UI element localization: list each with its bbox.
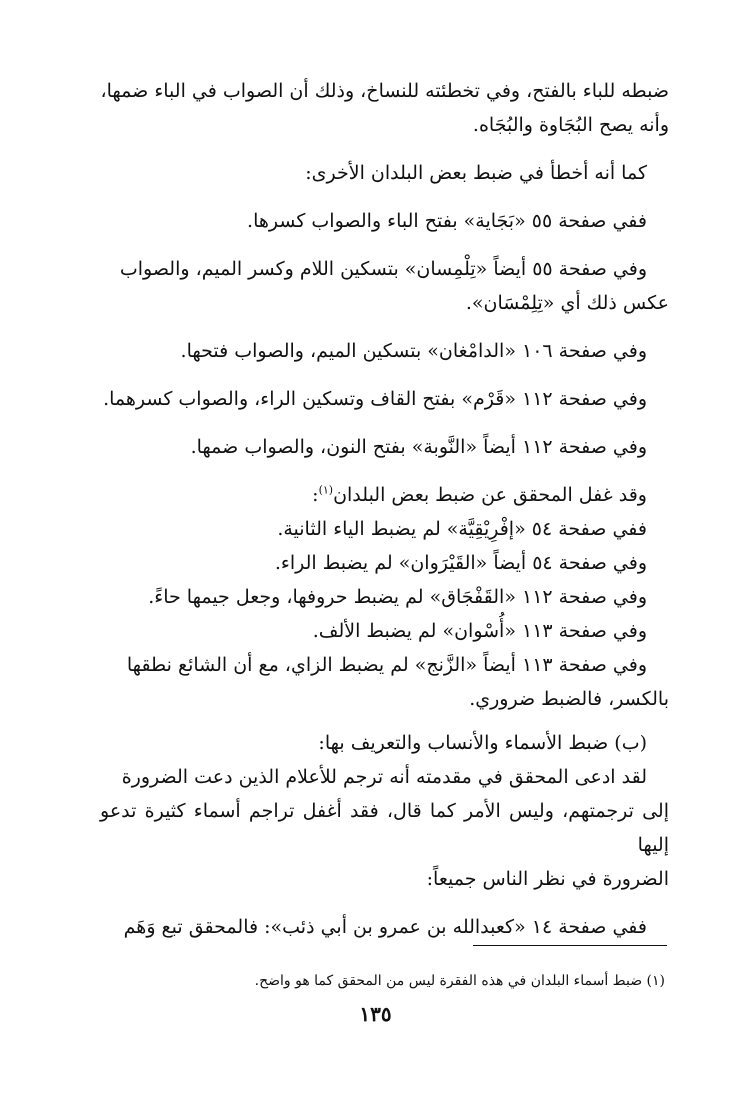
page-number: ١٣٥ (359, 1002, 392, 1026)
section-heading: (ب) ضبط الأسماء والأنساب والتعريف بها: (318, 732, 647, 754)
page-body (100, 74, 669, 944)
paragraph: ففي صفحة ١٤ «كعبدالله بن عمرو بن أبي ذئب»: فالمحقق تبع وَهَم (123, 916, 647, 938)
paragraph: ففي صفحة ٥٥ «بَجَاية» بفتح الباء والصواب كسرها. (247, 210, 647, 232)
paragraph-line: إلى ترجمتهم، وليس الأمر كما قال، فقد أغفل تراجم أسماء كثيرة تدعو إليها (100, 800, 669, 856)
paragraph-line: وأنه يصح البُجَاوة والبُجَاه. (472, 114, 669, 136)
paragraph (100, 478, 669, 512)
paragraph-colon: : (312, 484, 319, 506)
paragraph: وفي صفحة ١١٢ «قَرْم» بفتح القاف وتسكين الراء، والصواب كسرهما. (103, 388, 647, 410)
paragraph: وفي صفحة ١١٢ «القَفْجَاق» لم يضبط حروفها، وجعل جيمها حاءً. (148, 586, 647, 608)
paragraph-line: وفي صفحة ٥٥ أيضاً «تِلْمِسان» بتسكين اللام وكسر الميم، والصواب (119, 258, 647, 280)
paragraph: وفي صفحة ١٠٦ «الدامْغان» بتسكين الميم، والصواب فتحها. (180, 340, 647, 362)
paragraph-line: عكس ذلك أي «تِلِمْسَان». (465, 292, 669, 314)
paragraph-line: وفي صفحة ١١٣ أيضاً «الزَّنج» لم يضبط الزاي، مع أن الشائع نطقها (126, 654, 647, 676)
paragraph-text: وقد غفل المحقق عن ضبط بعض البلدان (333, 484, 647, 506)
paragraph: وفي صفحة ٥٤ أيضاً «القَيْرَوان» لم يضبط الراء. (274, 552, 647, 574)
paragraph-line: الضرورة في نظر الناس جميعاً: (426, 868, 669, 890)
footnote-reference[interactable]: (١) (318, 483, 334, 497)
paragraph: وفي صفحة ١١٢ أيضاً «النَّوبة» بفتح النون، والصواب ضمها. (190, 436, 647, 458)
footnote-text: (١) ضبط أسماء البلدان في هذه الفقرة ليس من المحقق كما هو واضح. (254, 973, 665, 989)
paragraph-line: لقد ادعى المحقق في مقدمته أنه ترجم للأعلام الذين دعت الضرورة (121, 766, 647, 788)
paragraph-line: بالكسر، فالضبط ضروري. (469, 688, 669, 710)
paragraph-line: ضبطه للباء بالفتح، وفي تخطئته للنساخ، وذلك أن الصواب في الباء ضمها، (100, 80, 669, 102)
paragraph: وفي صفحة ١١٣ «أُسْوان» لم يضبط الألف. (312, 620, 647, 642)
paragraph: كما أنه أخطأ في ضبط بعض البلدان الأخرى: (305, 162, 647, 184)
paragraph: ففي صفحة ٥٤ «إفْرِيْقِيَّة» لم يضبط الياء الثانية. (277, 518, 647, 540)
footnote-divider (473, 945, 667, 946)
